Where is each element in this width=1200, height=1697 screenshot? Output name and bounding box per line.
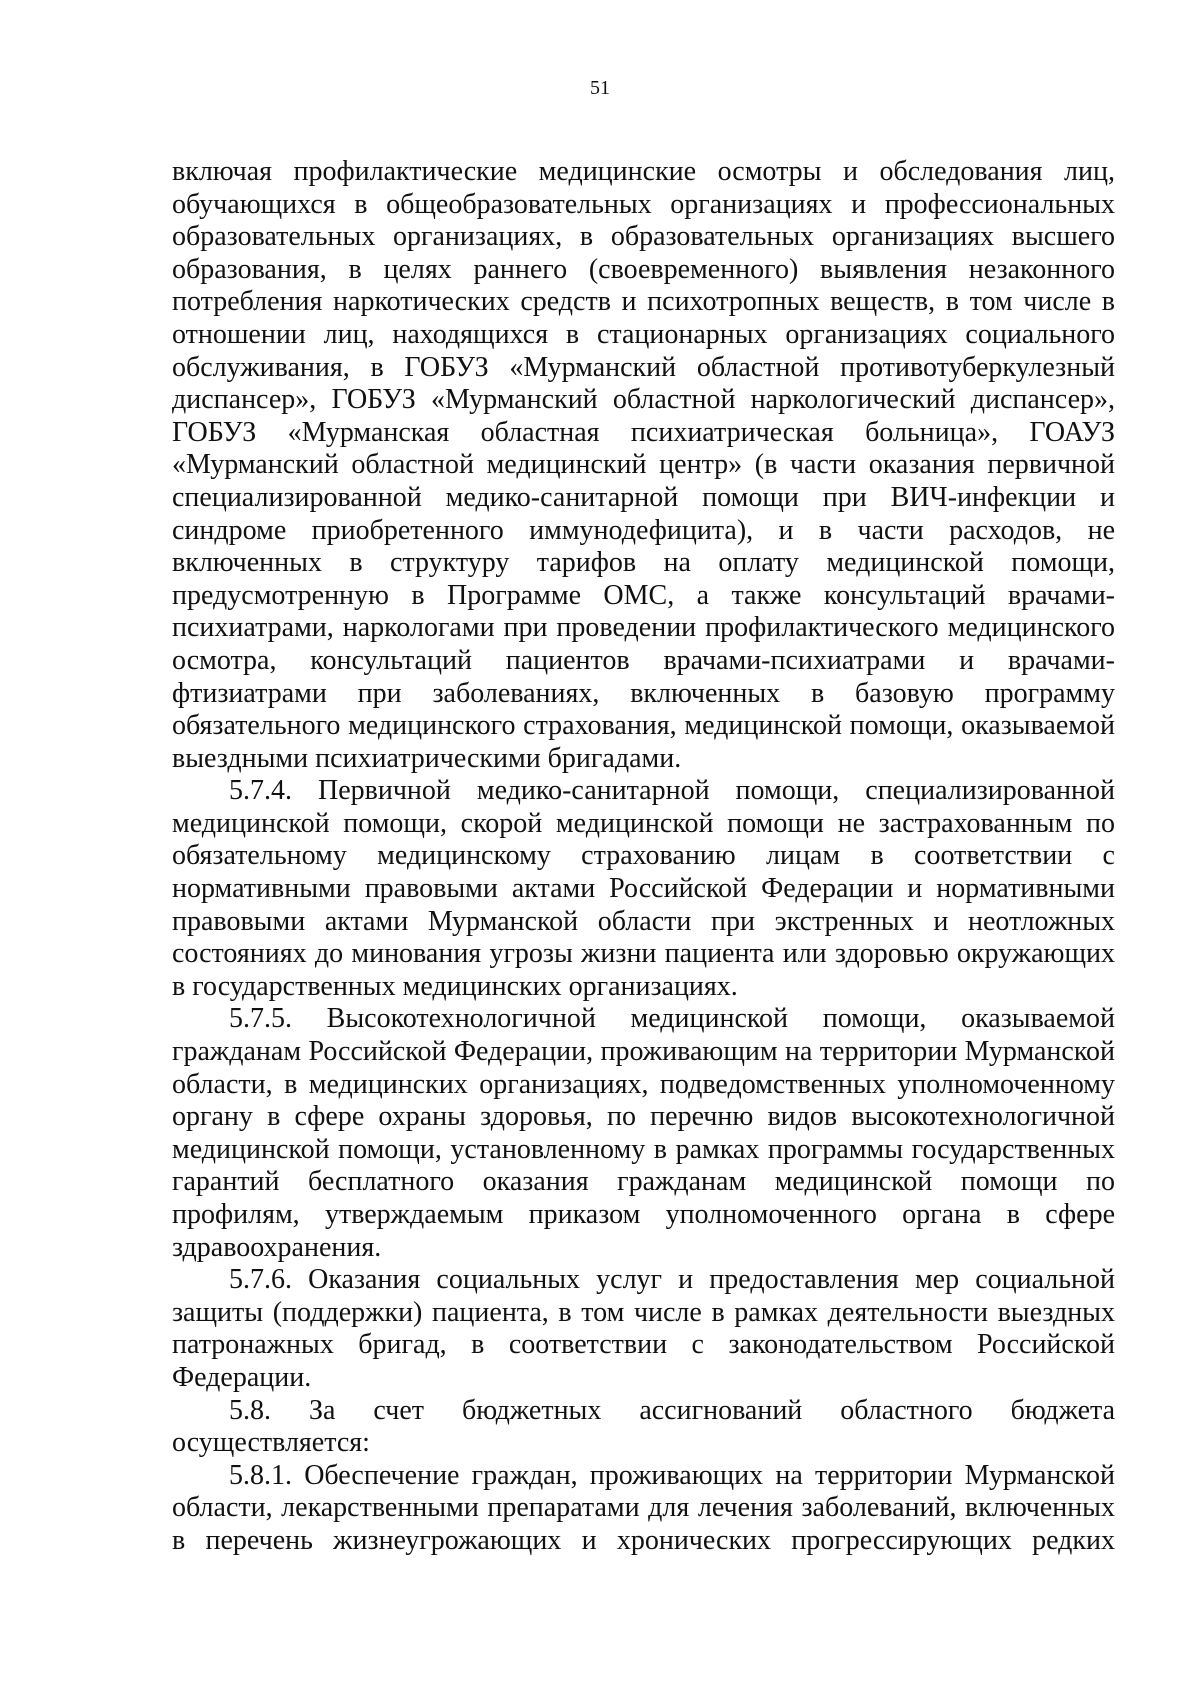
paragraph-5-8-1: 5.8.1. Обеспечение граждан, проживающих на территории Мурманской области, лекарственными препаратами для лечения заболеваний, включенных в перечень жизнеугрожающих и хронических прогрессирующих редких [172, 1459, 1115, 1556]
paragraph-5-7-4: 5.7.4. Первичной медико-санитарной помощи, специализированной медицинской помощи, скорой медицинской помощи не застрахованным по обязательному медицинскому страхованию лицам в соответствии с нормативными правовыми актами Российской Федерации и нормативными правовыми актами Мурманской области при экстренных и неотложных состояниях до минования угрозы жизни пациента или здоровью окружающих в государственных медицинских организациях. [172, 775, 1115, 1002]
paragraph-continuation: включая профилактические медицинские осмотры и обследования лиц, обучающихся в общеобразовательных организациях и профессиональных образовательных организациях, в образовательных организациях высшего образования, в целях раннего (своевременного) выявления незаконного потребления наркотических средств и психотропных веществ, в том числе в отношении лиц, находящихся в стационарных организациях социального обслуживания, в ГОБУЗ «Мурманский областной противотуберкулезный диспансер», ГОБУЗ «Мурманский областной наркологический диспансер», ГОБУЗ «Мурманская областная психиатрическая больница», ГОАУЗ «Мурманский областной медицинский центр» (в части оказания первичной специализированной медико-санитарной помощи при ВИЧ-инфекции и синдроме приобретенного иммунодефицита), и в части расходов, не включенных в структуру тарифов на оплату медицинской помощи, предусмотренную в Программе ОМС, а также консультаций врачами-психиатрами, наркологами при проведении профилактического медицинского осмотра, консультаций пациентов врачами-психиатрами и врачами-фтизиатрами при заболеваниях, включенных в базовую программу обязательного медицинского страхования, медицинской помощи, оказываемой выездными психиатрическими бригадами. [172, 156, 1115, 774]
page-number: 51 [590, 77, 610, 99]
paragraph-5-7-6: 5.7.6. Оказания социальных услуг и предоставления мер социальной защиты (поддержки) пациента, в том числе в рамках деятельности выездных патронажных бригад, в соответствии с законодательством Российской Федерации. [172, 1264, 1115, 1393]
paragraph-5-7-5: 5.7.5. Высокотехнологичной медицинской помощи, оказываемой гражданам Российской Федерации, проживающим на территории Мурманской области, в медицинских организациях, подведомственных уполномоченному органу в сфере охраны здоровья, по перечню видов высокотехнологичной медицинской помощи, установленному в рамках программы государственных гарантий бесплатного оказания гражданам медицинской помощи по профилям, утверждаемым приказом уполномоченного органа в сфере здравоохранения. [172, 1003, 1115, 1263]
paragraph-5-8: 5.8. За счет бюджетных ассигнований областного бюджета осуществляется: [172, 1394, 1115, 1459]
document-body [172, 156, 1115, 1558]
